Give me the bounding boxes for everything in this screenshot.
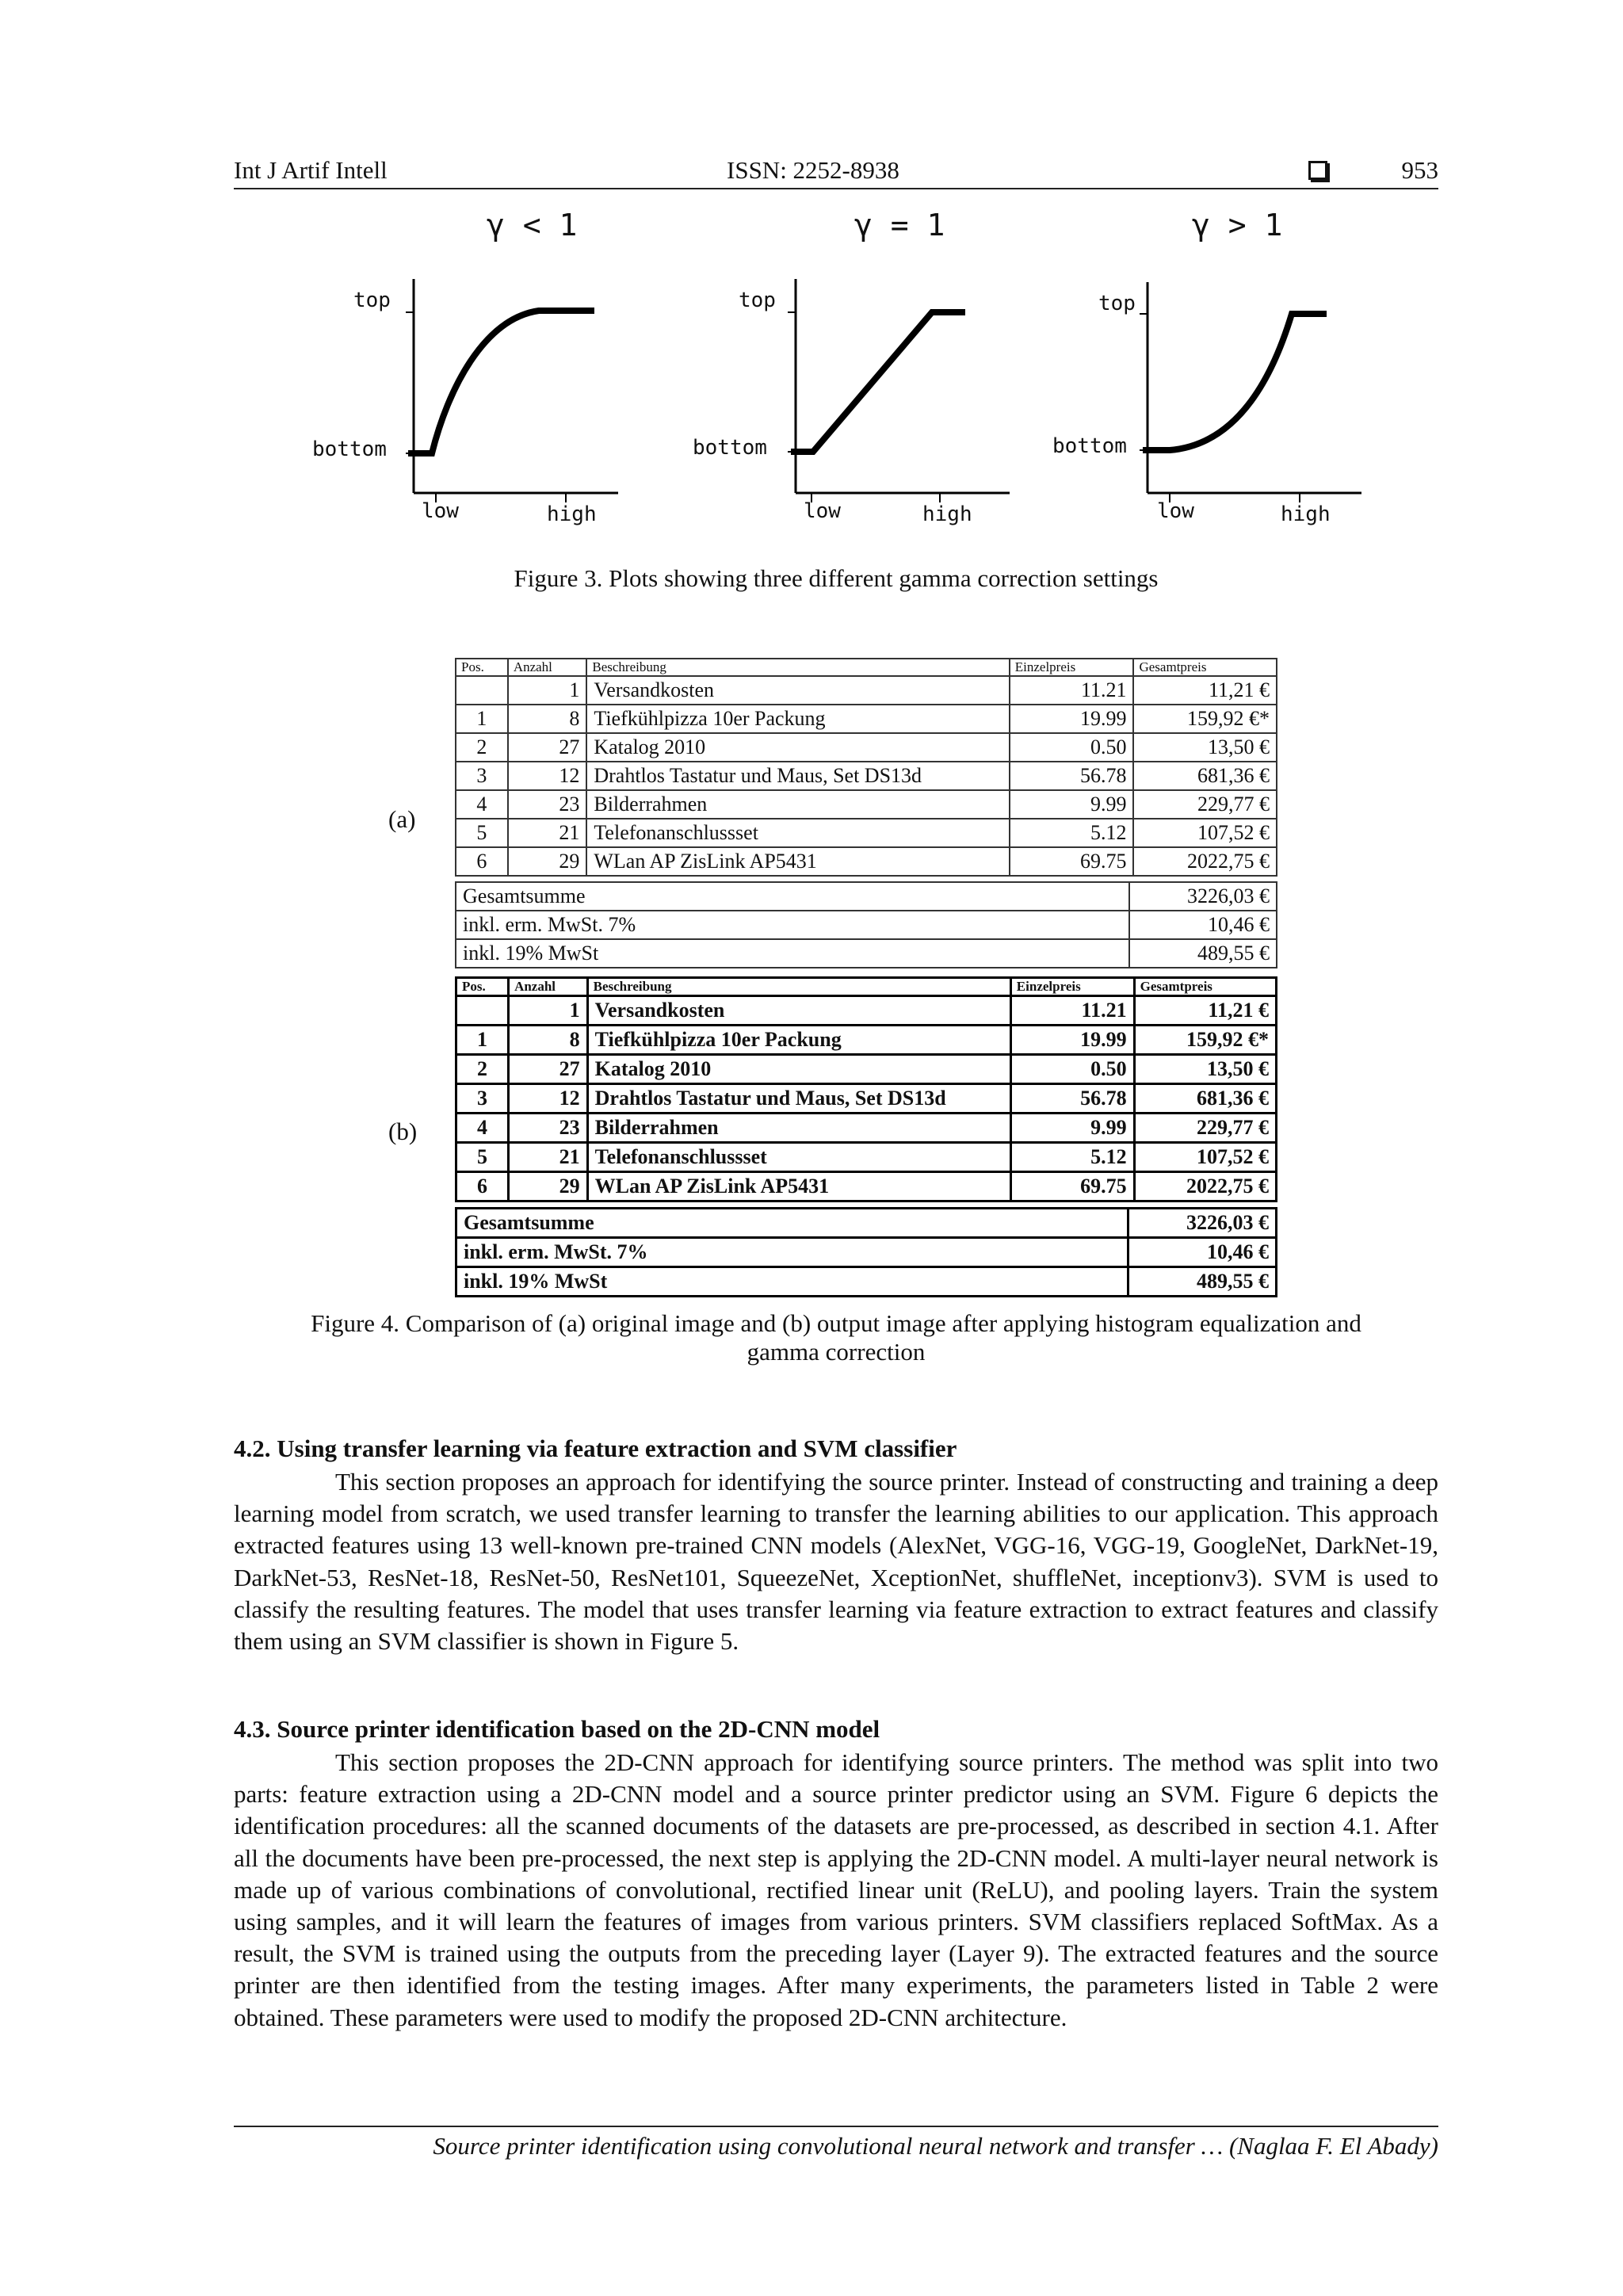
cell: 5.12 [1010,819,1134,847]
cell: 13,50 € [1133,733,1277,762]
cell: 11,21 € [1133,676,1277,705]
invoice-totals-table [455,1207,1277,1297]
invoice-table-original [455,658,1277,968]
cell: inkl. erm. MwSt. 7% [456,1238,1128,1267]
cell: 107,52 € [1134,1143,1276,1172]
column-header: Einzelpreis [1010,659,1134,676]
table-row [456,1084,1277,1114]
table-row [456,676,1277,705]
issn: ISSN: 2252-8938 [727,156,899,184]
cell: 5.12 [1010,1143,1134,1172]
invoice-table-processed [455,976,1277,1297]
cell: 2022,75 € [1133,847,1277,876]
figure-3-caption: Figure 3. Plots showing three different gamma correction settings [514,564,1159,592]
cell: 1 [456,705,508,733]
cell: 10,46 € [1128,1238,1277,1267]
column-header: Einzelpreis [1010,978,1134,996]
cell: 21 [508,819,587,847]
cell: 5 [456,1143,509,1172]
cell: 10,46 € [1129,911,1277,939]
cell: 11,21 € [1134,996,1276,1026]
subfigure-label-a: (a) [388,805,416,833]
square-bullet-icon [1308,161,1327,180]
cell: Bilderrahmen [586,790,1009,819]
axis-bottom-label: bottom [312,437,387,461]
gamma-plot-less-than-one [301,208,634,541]
cell: 56.78 [1010,762,1134,790]
cell: 21 [509,1143,588,1172]
gamma-plot-greater-than-one [1052,208,1385,541]
column-header: Pos. [456,659,508,676]
cell: 27 [509,1055,588,1084]
cell: 4 [456,790,508,819]
table-row [456,847,1277,876]
cell: 11.21 [1010,996,1134,1026]
table-row [456,1055,1277,1084]
axis-high-label: high [547,502,597,526]
cell: 3 [456,1084,509,1114]
cell: 69.75 [1010,847,1134,876]
cell: WLan AP ZisLink AP5431 [587,1172,1010,1201]
cell: 489,55 € [1128,1267,1277,1297]
cell: 29 [508,847,587,876]
axis-low-label: low [804,499,841,523]
axis-low-label: low [422,499,459,523]
cell: Drahtlos Tastatur und Maus, Set DS13d [586,762,1009,790]
page-header [234,156,1438,189]
axis-low-label: low [1157,499,1194,523]
gamma-curve-chart [301,208,634,541]
cell: inkl. erm. MwSt. 7% [456,911,1129,939]
cell: 13,50 € [1134,1055,1276,1084]
invoice-items-table [455,658,1277,877]
table-row [456,1238,1277,1267]
gamma-curve-chart [1052,208,1385,541]
cell: WLan AP ZisLink AP5431 [586,847,1009,876]
cell: 27 [508,733,587,762]
table-row [456,1172,1277,1201]
cell: 229,77 € [1133,790,1277,819]
table-row [456,882,1277,911]
invoice-items-table [455,976,1277,1202]
table-row [456,762,1277,790]
cell: Versandkosten [586,676,1009,705]
cell: 9.99 [1010,1114,1134,1143]
column-header: Beschreibung [587,978,1010,996]
table-header-row [456,978,1277,996]
gamma-label: γ < 1 [487,208,578,243]
section-4-2-heading: 4.2. Using transfer learning via feature extraction and SVM classifier [234,1435,957,1462]
cell: 3226,03 € [1129,882,1277,911]
cell: Tiefkühlpizza 10er Packung [586,705,1009,733]
table-row [456,733,1277,762]
cell: 23 [508,790,587,819]
cell: 8 [508,705,587,733]
cell: 6 [456,1172,509,1201]
table-row [456,996,1277,1026]
cell: 489,55 € [1129,939,1277,968]
subfigure-label-b: (b) [388,1117,418,1145]
section-4-3-heading: 4.3. Source printer identification based on the 2D-CNN model [234,1715,880,1743]
table-row [456,1026,1277,1055]
cell: Telefonanschlussset [587,1143,1010,1172]
cell: 1 [508,676,587,705]
cell: 2 [456,1055,509,1084]
column-header: Anzahl [508,659,587,676]
cell: 11.21 [1010,676,1134,705]
figure-3-plots [301,208,1363,541]
section-4-2-paragraph: This section proposes an approach for identifying the source printer. Instead of constructing and training a deep learning model from scratch, we used transfer learning to transfer the learning abilities to our application. This approach extracted features using 13 well-known pre-trained CNN models (AlexNet, VGG-16, VGG-19, GoogleNet, DarkNet-19, DarkNet-53, ResNet-18, ResNet-50, ResNet101, SqueezeNet, XceptionNet, shuffleNet, inceptionv3). SVM is used to classify the resulting features. The model that uses transfer learning via feature extraction to extract features and classify them using an SVM classifier is shown in Figure 5. [234,1468,1438,1656]
page-number: 953 [1401,156,1438,184]
table-row [456,1114,1277,1143]
cell: 3 [456,762,508,790]
cell: 0.50 [1010,733,1134,762]
column-header: Gesamtpreis [1134,978,1276,996]
cell: 1 [456,1026,509,1055]
caption-line: Figure 4. Comparison of (a) original image and (b) output image after applying histogram equalization and [311,1309,1361,1337]
cell: Tiefkühlpizza 10er Packung [587,1026,1010,1055]
cell [456,996,509,1026]
axis-top-label: top [353,288,391,312]
cell: Gesamtsumme [456,882,1129,911]
cell: 6 [456,847,508,876]
column-header: Pos. [456,978,509,996]
axis-high-label: high [922,502,972,526]
cell: 107,52 € [1133,819,1277,847]
column-header: Beschreibung [586,659,1009,676]
gamma-label: γ > 1 [1192,208,1283,243]
cell: inkl. 19% MwSt [456,1267,1128,1297]
journal-name: Int J Artif Intell [234,156,388,184]
cell: Bilderrahmen [587,1114,1010,1143]
gamma-plot-equal-one [693,208,1025,541]
axis-bottom-label: bottom [693,436,767,460]
cell: 681,36 € [1133,762,1277,790]
cell: Drahtlos Tastatur und Maus, Set DS13d [587,1084,1010,1114]
cell: 23 [509,1114,588,1143]
cell: 0.50 [1010,1055,1134,1084]
section-4-3-paragraph: This section proposes the 2D-CNN approach for identifying source printers. The method was split into two parts: feature extraction using a 2D-CNN model and a source printer predictor using an SVM. Figure 6 depicts the identification procedures: all the scanned documents of the datasets are pre-processed, as described in section 4.1. After all the documents have been pre-processed, the next step is applying the 2D-CNN model. A multi-layer neural network is made up of various combinations of convolutional, rectified linear unit (ReLU), and pooling layers. Train the system using samples, and it will learn the features of images from various printers. SVM classifiers replaced SoftMax. As a result, the SVM is trained using the outputs from the preceding layer (Layer 9). The extracted features and the source printer are then identified from the testing images. After many experiments, the parameters listed in Table 2 were obtained. These parameters were used to modify the proposed 2D-CNN architecture. [234,1748,1438,2031]
axis-bottom-label: bottom [1052,434,1127,458]
column-header: Anzahl [509,978,588,996]
cell: 5 [456,819,508,847]
cell: 4 [456,1114,509,1143]
cell: 159,92 €* [1133,705,1277,733]
cell: 229,77 € [1134,1114,1276,1143]
invoice-totals-table [455,881,1277,968]
cell: 3226,03 € [1128,1209,1277,1238]
page-footer: Source printer identification using convolutional neural network and transfer … (Naglaa F. El Abady) [234,2126,1438,2160]
cell: 1 [509,996,588,1026]
table-row [456,939,1277,968]
axis-high-label: high [1281,502,1331,526]
table-row [456,911,1277,939]
table-row [456,705,1277,733]
figure-4-caption [234,1309,1438,1366]
table-row [456,819,1277,847]
cell: 2022,75 € [1134,1172,1276,1201]
table-header-row [456,659,1277,676]
caption-line: gamma correction [747,1338,926,1366]
cell: Versandkosten [587,996,1010,1026]
cell: 56.78 [1010,1084,1134,1114]
cell: Telefonanschlussset [586,819,1009,847]
axis-top-label: top [1098,292,1136,315]
cell: 19.99 [1010,1026,1134,1055]
table-row [456,1267,1277,1297]
table-row [456,790,1277,819]
cell: 8 [509,1026,588,1055]
cell: 681,36 € [1134,1084,1276,1114]
column-header: Gesamtpreis [1133,659,1277,676]
cell: 69.75 [1010,1172,1134,1201]
axis-top-label: top [739,288,776,312]
cell: 12 [508,762,587,790]
cell: 19.99 [1010,705,1134,733]
cell: Gesamtsumme [456,1209,1128,1238]
gamma-curve-chart [693,208,1025,541]
cell: Katalog 2010 [587,1055,1010,1084]
cell: 29 [509,1172,588,1201]
cell: 159,92 €* [1134,1026,1276,1055]
gamma-label: γ = 1 [854,208,945,243]
table-row [456,1143,1277,1172]
cell: 2 [456,733,508,762]
cell: 12 [509,1084,588,1114]
table-row [456,1209,1277,1238]
cell [456,676,508,705]
cell: Katalog 2010 [586,733,1009,762]
cell: inkl. 19% MwSt [456,939,1129,968]
cell: 9.99 [1010,790,1134,819]
